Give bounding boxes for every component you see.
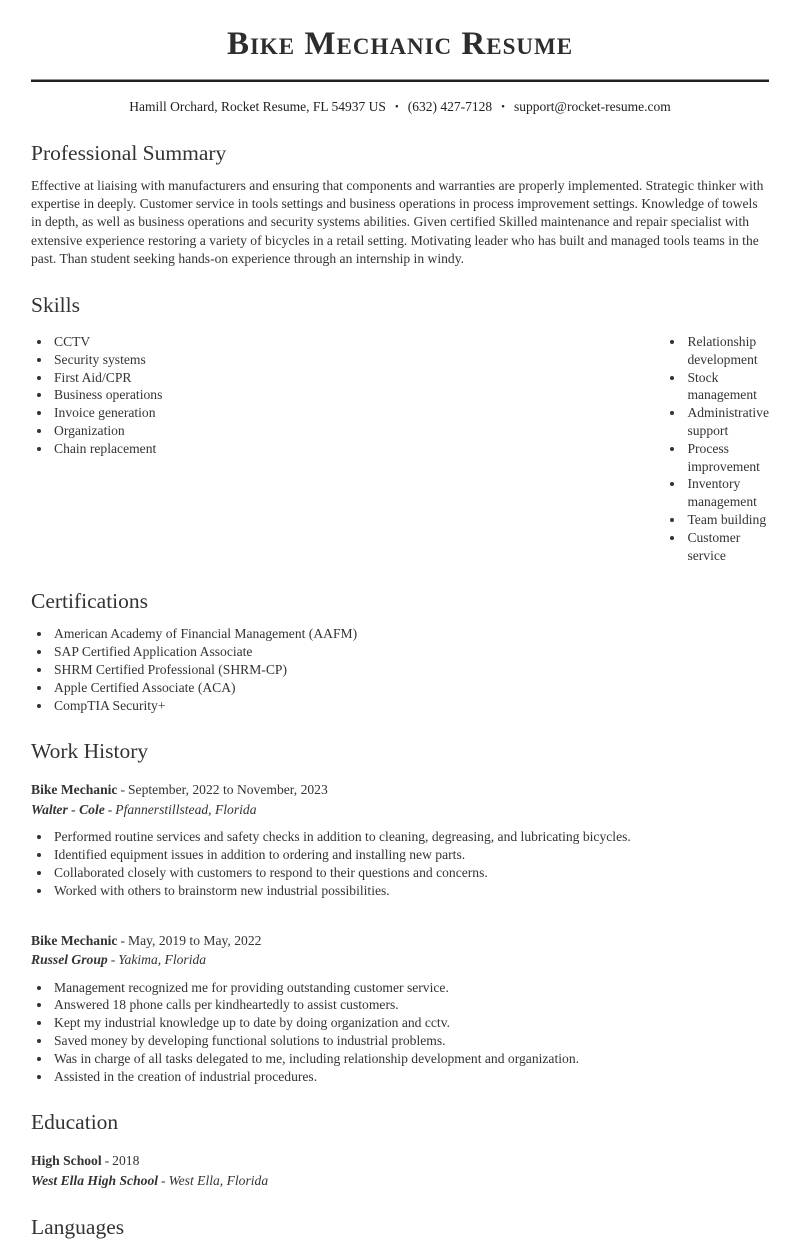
job-bullet-item: • Performed routine services and safety checks in addition to cleaning, degreasing, and lubricating bicycles. (52, 828, 769, 846)
skill-item: • Invoice generation (52, 404, 291, 422)
job-bullet-item: • Collaborated closely with customers to respond to their questions and concerns. (52, 864, 769, 882)
education-school: West Ella High School (31, 1172, 159, 1188)
job-title-line (31, 931, 769, 951)
job-bullet-item: • Was in charge of all tasks delegated to me, including relationship development and organization. (52, 1050, 769, 1068)
skill-item: • Organization (52, 422, 291, 440)
dash-separator: - (161, 1172, 166, 1188)
certification-item: • CompTIA Security+ (52, 697, 769, 715)
section-languages (31, 1214, 769, 1241)
job-location: Yakima, Florida (118, 952, 207, 968)
dash-separator: - (120, 932, 125, 948)
job-bullet-item: • Saved money by developing functional solutions to industrial problems. (52, 1032, 769, 1050)
job-bullets (31, 828, 769, 899)
skill-item: • Chain replacement (52, 440, 291, 458)
skill-item: • Relationship development (685, 333, 769, 369)
job-bullet-item: • Kept my industrial knowledge up to date by doing organization and cctv. (52, 1014, 769, 1032)
contact-address: Hamill Orchard, Rocket Resume, FL 54937 US (129, 99, 386, 114)
skill-item: • First Aid/CPR (52, 369, 291, 387)
skill-item: • Stock management (685, 369, 769, 405)
section-professional-summary (31, 140, 769, 268)
section-education (31, 1109, 769, 1190)
education-year: 2018 (112, 1153, 140, 1169)
contact-separator-dot: • (394, 101, 399, 113)
job-bullets (31, 979, 769, 1086)
education-degree: High School (31, 1153, 102, 1169)
skill-item: • Customer service (685, 529, 769, 565)
certification-item: • Apple Certified Associate (ACA) (52, 679, 769, 697)
job-title: Bike Mechanic (31, 782, 118, 798)
certification-item: • SAP Certified Application Associate (52, 643, 769, 661)
job-entry-1 (31, 780, 769, 899)
skill-item: • Process improvement (685, 440, 769, 476)
job-dates: May, 2019 to May, 2022 (128, 932, 262, 948)
skills-columns (31, 329, 769, 564)
heading-certifications: Certifications (31, 589, 149, 614)
skill-item: • Administrative support (685, 404, 769, 440)
header-divider-rule (31, 79, 769, 82)
job-company: Russel Group (31, 952, 108, 968)
education-entry (31, 1151, 769, 1190)
contact-line (31, 98, 769, 116)
skill-item: • Business operations (52, 386, 291, 404)
job-bullet-item: • Identified equipment issues in addition to ordering and installing new parts. (52, 846, 769, 864)
dash-separator: - (110, 952, 116, 968)
job-company-line (31, 950, 769, 970)
job-title-line (31, 780, 769, 800)
skills-list-right (291, 333, 769, 564)
job-bullet-item: • Answered 18 phone calls per kindheartedly to assist customers. (52, 996, 769, 1014)
heading-languages: Languages (31, 1215, 125, 1240)
certifications-list (31, 625, 769, 714)
job-dates: September, 2022 to November, 2023 (128, 782, 328, 798)
certification-item: • SHRM Certified Professional (SHRM-CP) (52, 661, 769, 679)
dash-separator: - (120, 782, 125, 798)
dash-separator: - (104, 1153, 110, 1169)
education-location: West Ella, Florida (168, 1172, 269, 1188)
resume-title: Bike Mechanic Resume (226, 26, 574, 62)
skill-item: • CCTV (52, 333, 291, 351)
skill-item: • Team building (685, 511, 769, 529)
education-degree-line (31, 1151, 769, 1171)
skill-item: • Security systems (52, 351, 291, 369)
dash-separator: - (107, 801, 113, 817)
certification-item: • American Academy of Financial Management (AAFM) (52, 625, 769, 643)
contact-separator-dot: • (501, 101, 506, 113)
job-company-line (31, 800, 769, 820)
professional-summary-text: Effective at liaising with manufacturers and ensuring that components and warranties are properly implemented. Strategic thinker with expertise in deeply. Customer service in tools settings and business operations in process improvement settings. Knowledge of towels in depth, as well as business operations and security systems abilities. Given certified Skilled maintenance and repair specialist with extensive experience restoring a variety of bicycles in a retail setting. Motivating leader who has built and managed tools teams in the past. Than student seeking hands-on experience through an internship in windy. (31, 178, 764, 266)
education-school-line (31, 1171, 769, 1191)
skills-list-left (31, 333, 291, 564)
section-skills (31, 292, 769, 564)
heading-education: Education (31, 1110, 119, 1135)
job-title: Bike Mechanic (31, 932, 118, 948)
contact-email: support@rocket-resume.com (514, 99, 671, 114)
heading-skills: Skills (31, 293, 80, 318)
job-bullet-item: • Management recognized me for providing outstanding customer service. (52, 979, 769, 997)
job-bullet-item: • Assisted in the creation of industrial procedures. (52, 1068, 769, 1086)
heading-professional-summary: Professional Summary (31, 141, 227, 165)
section-certifications (31, 588, 769, 714)
skill-item: • Inventory management (685, 475, 769, 511)
section-work-history (31, 738, 769, 1085)
contact-phone: (632) 427-7128 (407, 99, 493, 114)
job-bullet-item: • Worked with others to brainstorm new industrial possibilities. (52, 882, 769, 900)
job-location: Pfannerstillstead, Florida (115, 801, 257, 817)
job-entry-2 (31, 931, 769, 1086)
heading-work-history: Work History (31, 739, 149, 764)
job-company: Walter - Cole (31, 801, 105, 817)
